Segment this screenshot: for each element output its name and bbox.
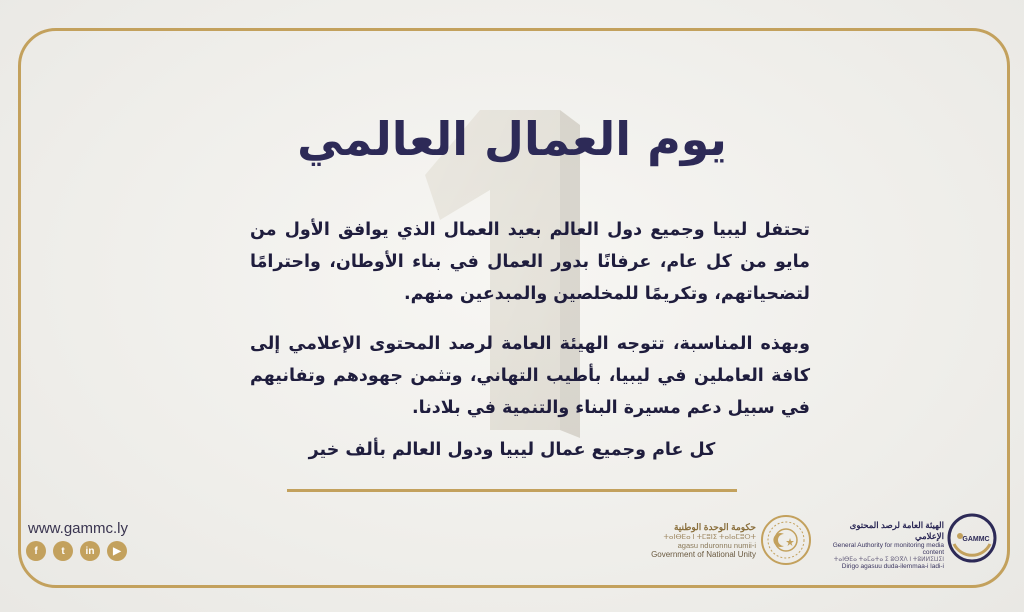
gammc-logo-text: GAMMC [962,536,990,543]
website-link[interactable]: www.gammc.ly [28,520,129,537]
authority-latin: Dirigo agasuu duda-ilemmaa-i ladi-i [841,563,944,570]
authority-label [826,520,944,570]
page-title: يوم العمال العالمي [297,112,727,166]
message-paragraph-2: وبهذه المناسبة، تتوجه الهيئة العامة لرصد المحتوى الإعلامي إلى كافة العاملين في ليبيا، بأطيب التهاني، وتثمن جهودهم وتفانيهم في سبيل دعم مسيرة البناء والتنمية في بلادنا. [250,334,810,418]
government-tifinagh: ⵜⴰⵏⴱⴹⴰ ⵏ ⵜⵎⵓⵏⵉ ⵜⴰⵏⴰⵎⵓⵔⵜ [663,534,756,541]
gammc-logo-icon [946,512,998,564]
message-paragraph-1: تحتفل ليبيا وجميع دول العالم بعيد العمال الذي يوافق الأول من مايو من كل عام، عرفانًا بدور العمال في بناء الأوطان، واحترامًا لتضحياتهم، وتكريمًا للمخلصين والمبدعين منهم. [250,220,810,304]
government-label [648,522,756,559]
closing-greeting: كل عام وجميع عمال ليبيا ودول العالم بألف خير [308,440,716,460]
youtube-icon[interactable]: ▶ [107,541,127,561]
government-english: Government of National Unity [651,550,756,559]
divider [287,489,737,492]
authority-tifinagh: ⵜⴰⵏⴱⴹⴰ ⵜⴰⵎⴰⵜⴰ ⵉ ⵓⵙⴳⴷ ⵏ ⵜⵓⵍⵍⵉⵡⵉⵏ [833,557,944,563]
facebook-icon[interactable]: f [26,541,46,561]
authority-english: General Authority for monitoring media content [832,542,944,556]
government-latin: agasu nduronnu numii-i [677,541,756,550]
authority-arabic: الهيئة العامة لرصد المحتوى الإعلامي [849,520,944,541]
twitter-icon[interactable]: t [53,541,73,561]
government-arabic: حكومة الوحدة الوطنية [673,522,756,532]
government-seal-icon [760,514,812,566]
social-links [26,541,127,561]
linkedin-icon[interactable]: in [80,541,100,561]
